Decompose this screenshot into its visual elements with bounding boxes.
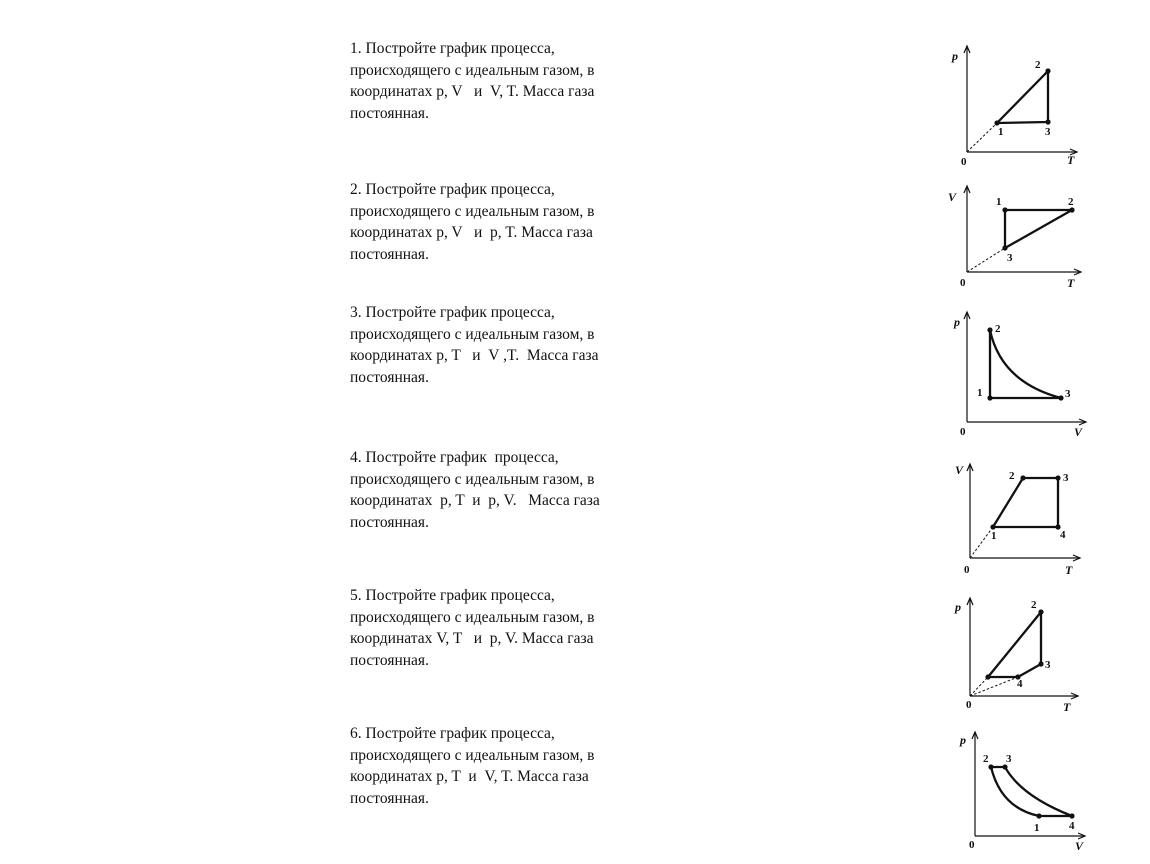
- graph-2: [945, 180, 1085, 295]
- task-1-line-4: постоянная.: [350, 104, 429, 122]
- graph-6-origin: 0: [969, 839, 975, 851]
- graph-6-point-1: [1036, 813, 1041, 818]
- task-4-line-2: происходящего с идеальным газом, в: [350, 470, 595, 488]
- task-3-line-2: происходящего с идеальным газом, в: [350, 325, 595, 343]
- graph-6: [945, 728, 1090, 858]
- graph-5-dashed-line-a: [970, 677, 988, 696]
- task-4-line-1: 4. Постройте график процесса,: [350, 449, 559, 466]
- graph-6-label-2: 2: [983, 753, 989, 765]
- graph-2-cycle: [1005, 210, 1072, 248]
- task-4: [350, 447, 680, 533]
- graph-4-label-4: 4: [1060, 529, 1066, 541]
- graph-4-point-2: [1020, 475, 1025, 480]
- graph-5-x-label: T: [1063, 700, 1071, 714]
- task-2-line-4: постоянная.: [350, 245, 429, 263]
- graph-1: [945, 40, 1085, 170]
- graph-2-label-1: 1: [996, 196, 1002, 208]
- graph-5-label-4: 4: [1017, 678, 1023, 690]
- graph-2-point-2: [1069, 207, 1074, 212]
- graph-1-label-1: 1: [998, 126, 1004, 138]
- graph-1-point-1: [994, 120, 999, 125]
- graph-4-label-3: 3: [1063, 472, 1069, 484]
- graph-5-point-2: [1038, 609, 1043, 614]
- graph-6-y-label: p: [960, 733, 966, 747]
- graph-6-cycle: [991, 767, 1072, 816]
- graph-5: [945, 595, 1085, 717]
- task-3-line-4: постоянная.: [350, 368, 429, 386]
- graph-3-cycle: [990, 330, 1061, 398]
- graph-1-origin: 0: [961, 156, 967, 168]
- task-6: [350, 723, 680, 809]
- task-1-line-3: координатах p, V и V, T. Масса газа: [350, 83, 595, 100]
- graph-4-y-label: V: [955, 463, 964, 477]
- task-1-line-1: 1. Постройте график процесса,: [350, 40, 555, 57]
- graph-2-x-label: T: [1067, 276, 1075, 290]
- task-2: [350, 179, 680, 265]
- graph-5-cycle: [988, 612, 1041, 677]
- graph-6-label-4: 4: [1069, 820, 1075, 832]
- task-5-line-3: координатах V, T и p, V. Масса газа: [350, 630, 594, 647]
- graph-3-origin: 0: [960, 426, 966, 438]
- graph-3-point-3: [1058, 395, 1063, 400]
- graph-2-origin: 0: [960, 277, 966, 289]
- task-6-line-2: происходящего с идеальным газом, в: [350, 746, 595, 764]
- task-5-line-1: 5. Постройте график процесса,: [350, 587, 555, 604]
- task-2-line-2: происходящего с идеальным газом, в: [350, 202, 595, 220]
- graph-2-point-3: [1002, 245, 1007, 250]
- task-5-line-2: происходящего с идеальным газом, в: [350, 608, 595, 626]
- graph-6-label-3: 3: [1006, 753, 1012, 765]
- graph-3-point-1: [987, 395, 992, 400]
- graph-6-point-4: [1069, 813, 1074, 818]
- graph-5-dashed-line-b: [970, 677, 1018, 696]
- graph-5-origin: 0: [966, 699, 972, 711]
- graph-6-x-label: V: [1075, 839, 1084, 853]
- task-1: [350, 38, 680, 124]
- graph-5-y-label: p: [955, 600, 961, 614]
- graph-1-cycle: [997, 71, 1048, 123]
- graph-2-dashed-line: [967, 248, 1005, 272]
- graph-2-label-3: 3: [1007, 252, 1013, 264]
- graph-5-point-1: [985, 674, 990, 679]
- graph-6-point-3: [1002, 764, 1007, 769]
- graph-1-dashed-line: [967, 123, 997, 152]
- graph-4-x-label: T: [1065, 563, 1073, 577]
- task-2-line-1: 2. Постройте график процесса,: [350, 181, 555, 198]
- task-6-line-3: координатах p, T и V, T. Масса газа: [350, 768, 589, 785]
- graph-2-point-1: [1002, 207, 1007, 212]
- graph-3-x-label: V: [1074, 425, 1083, 439]
- graph-1-label-2: 2: [1035, 59, 1041, 71]
- graph-1-point-3: [1045, 119, 1050, 124]
- task-2-line-3: координатах p, V и p, T. Масса газа: [350, 224, 593, 241]
- graph-4-label-1: 1: [991, 530, 997, 542]
- graph-3-point-2: [987, 327, 992, 332]
- graph-4-point-3: [1055, 475, 1060, 480]
- graph-3-y-label: p: [954, 315, 960, 329]
- graph-1-point-2: [1045, 68, 1050, 73]
- graph-6-point-2: [988, 764, 993, 769]
- graph-3-label-1: 1: [977, 387, 983, 399]
- task-3-line-3: координатах p, T и V ,T. Масса газа: [350, 347, 599, 364]
- graph-6-label-1: 1: [1034, 822, 1040, 834]
- task-5-line-4: постоянная.: [350, 651, 429, 669]
- task-6-line-4: постоянная.: [350, 789, 429, 807]
- graph-3: [945, 308, 1090, 443]
- graph-4-origin: 0: [964, 564, 970, 576]
- graph-3-label-3: 3: [1065, 388, 1071, 400]
- graph-1-x-label: T: [1067, 153, 1075, 167]
- task-3: [350, 302, 680, 388]
- task-3-line-1: 3. Постройте график процесса,: [350, 304, 555, 321]
- task-1-line-2: происходящего с идеальным газом, в: [350, 61, 595, 79]
- graph-5-label-2: 2: [1031, 599, 1037, 611]
- graph-5-label-3: 3: [1045, 659, 1051, 671]
- task-5: [350, 585, 680, 671]
- graph-4-dashed-line: [970, 527, 993, 558]
- graph-1-y-label: p: [952, 49, 958, 63]
- graph-4: [945, 458, 1085, 578]
- task-6-line-1: 6. Постройте график процесса,: [350, 725, 555, 742]
- graph-2-y-label: V: [948, 190, 957, 204]
- graph-5-point-3: [1038, 661, 1043, 666]
- graph-2-label-2: 2: [1068, 196, 1074, 208]
- graph-3-label-2: 2: [995, 323, 1001, 335]
- graph-4-cycle: [993, 478, 1058, 527]
- graph-4-point-1: [990, 524, 995, 529]
- task-4-line-3: координатах p, T и p, V. Масса газа: [350, 492, 600, 509]
- task-4-line-4: постоянная.: [350, 513, 429, 531]
- graph-1-label-3: 3: [1045, 126, 1051, 138]
- graph-4-label-2: 2: [1009, 470, 1015, 482]
